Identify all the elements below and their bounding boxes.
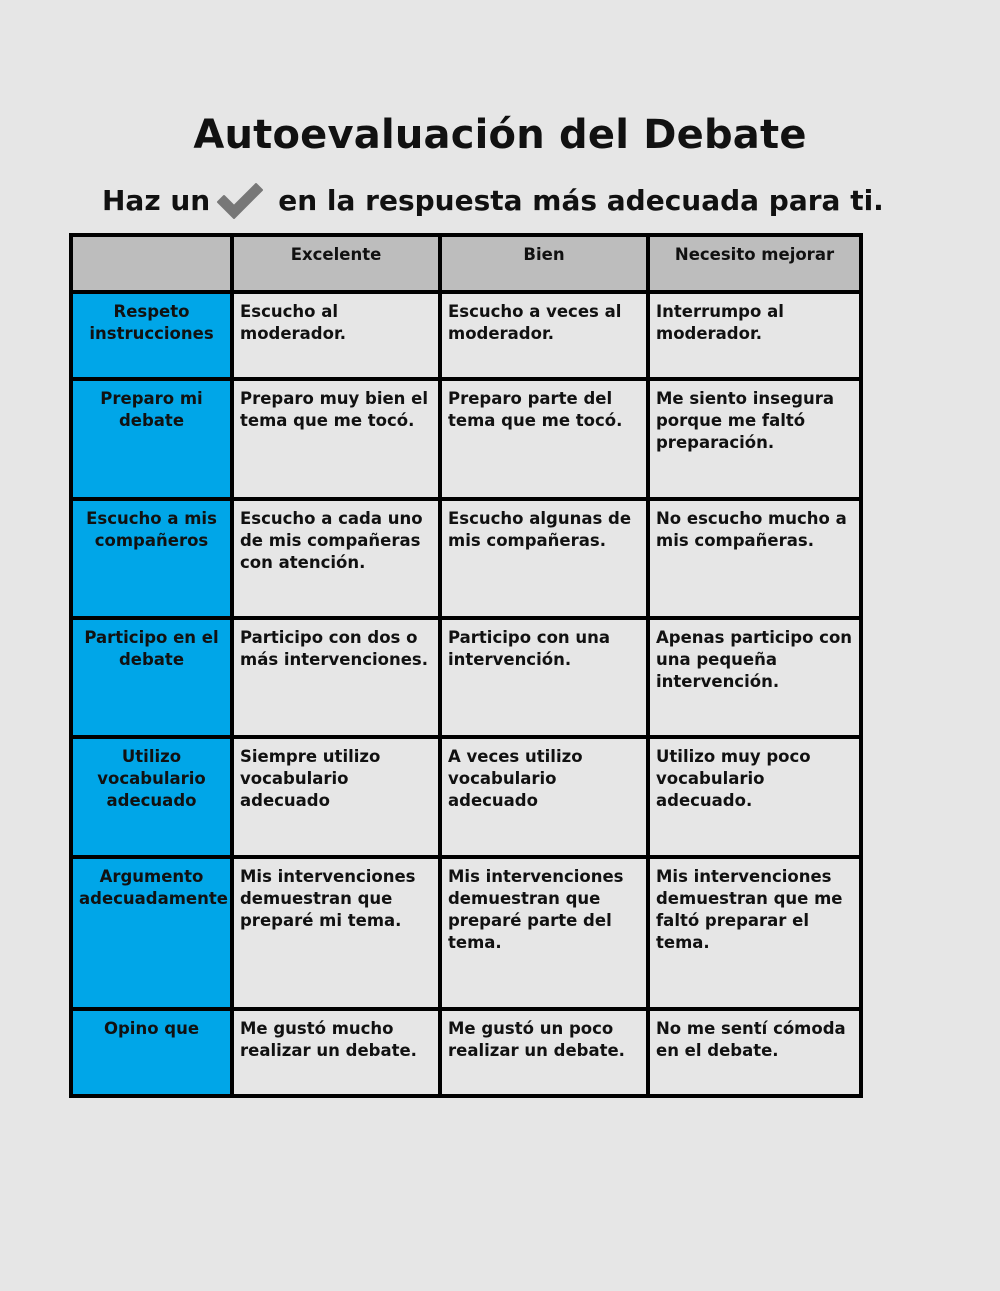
table-cell[interactable]: A veces utilizo vocabulario adecuado (440, 737, 648, 856)
table-row (71, 499, 861, 618)
table-cell[interactable]: Utilizo muy poco vocabulario adecuado. (648, 737, 861, 856)
page-title: Autoevaluación del Debate (193, 112, 807, 158)
table-row (71, 292, 861, 379)
table-cell[interactable]: Participo con una intervención. (440, 618, 648, 737)
table-cell[interactable]: Preparo muy bien el tema que me tocó. (232, 379, 440, 498)
table-cell[interactable]: Participo con dos o más intervenciones. (232, 618, 440, 737)
row-header: Argumento adecuadamente (71, 857, 232, 1009)
table-cell[interactable]: Interrumpo al moderador. (648, 292, 861, 379)
column-header-excelente: Excelente (232, 235, 440, 292)
row-header: Utilizo vocabulario adecuado (71, 737, 232, 856)
table-cell[interactable]: Escucho algunas de mis compañeras. (440, 499, 648, 618)
row-header: Preparo mi debate (71, 379, 232, 498)
table-cell[interactable]: Escucho a cada uno de mis compañeras con atención. (232, 499, 440, 618)
row-header: Participo en el debate (71, 618, 232, 737)
row-header: Escucho a mis compañeros (71, 499, 232, 618)
row-header: Respeto instrucciones (71, 292, 232, 379)
table-cell[interactable]: No me sentí cómoda en el debate. (648, 1009, 861, 1096)
table-row (71, 379, 861, 498)
column-header-necesito-mejorar: Necesito mejorar (648, 235, 861, 292)
table-cell[interactable]: Siempre utilizo vocabulario adecuado (232, 737, 440, 856)
table-cell[interactable]: Mis intervenciones demuestran que preparé mi tema. (232, 857, 440, 1009)
table-cell[interactable]: Apenas participo con una pequeña intervención. (648, 618, 861, 737)
instructions (102, 180, 884, 220)
table-cell[interactable]: Preparo parte del tema que me tocó. (440, 379, 648, 498)
table-corner-cell (71, 235, 232, 292)
self-evaluation-table (69, 233, 863, 1098)
table-cell[interactable]: Me siento insegura porque me faltó preparación. (648, 379, 861, 498)
table-cell[interactable]: No escucho mucho a mis compañeras. (648, 499, 861, 618)
table-cell[interactable]: Escucho al moderador. (232, 292, 440, 379)
table-cell[interactable]: Escucho a veces al moderador. (440, 292, 648, 379)
column-header-bien: Bien (440, 235, 648, 292)
table-cell[interactable]: Mis intervenciones demuestran que me faltó preparar el tema. (648, 857, 861, 1009)
table-cell[interactable]: Me gustó un poco realizar un debate. (440, 1009, 648, 1096)
table-cell[interactable]: Me gustó mucho realizar un debate. (232, 1009, 440, 1096)
instructions-text-start: Haz un (102, 183, 211, 217)
instructions-text-end: en la respuesta más adecuada para ti. (278, 183, 884, 217)
table-row (71, 618, 861, 737)
row-header: Opino que (71, 1009, 232, 1096)
table-row (71, 857, 861, 1009)
checkmark-icon (214, 180, 266, 220)
table-header-row (71, 235, 861, 292)
table-row (71, 1009, 861, 1096)
table-row (71, 737, 861, 856)
table-cell[interactable]: Mis intervenciones demuestran que preparé parte del tema. (440, 857, 648, 1009)
